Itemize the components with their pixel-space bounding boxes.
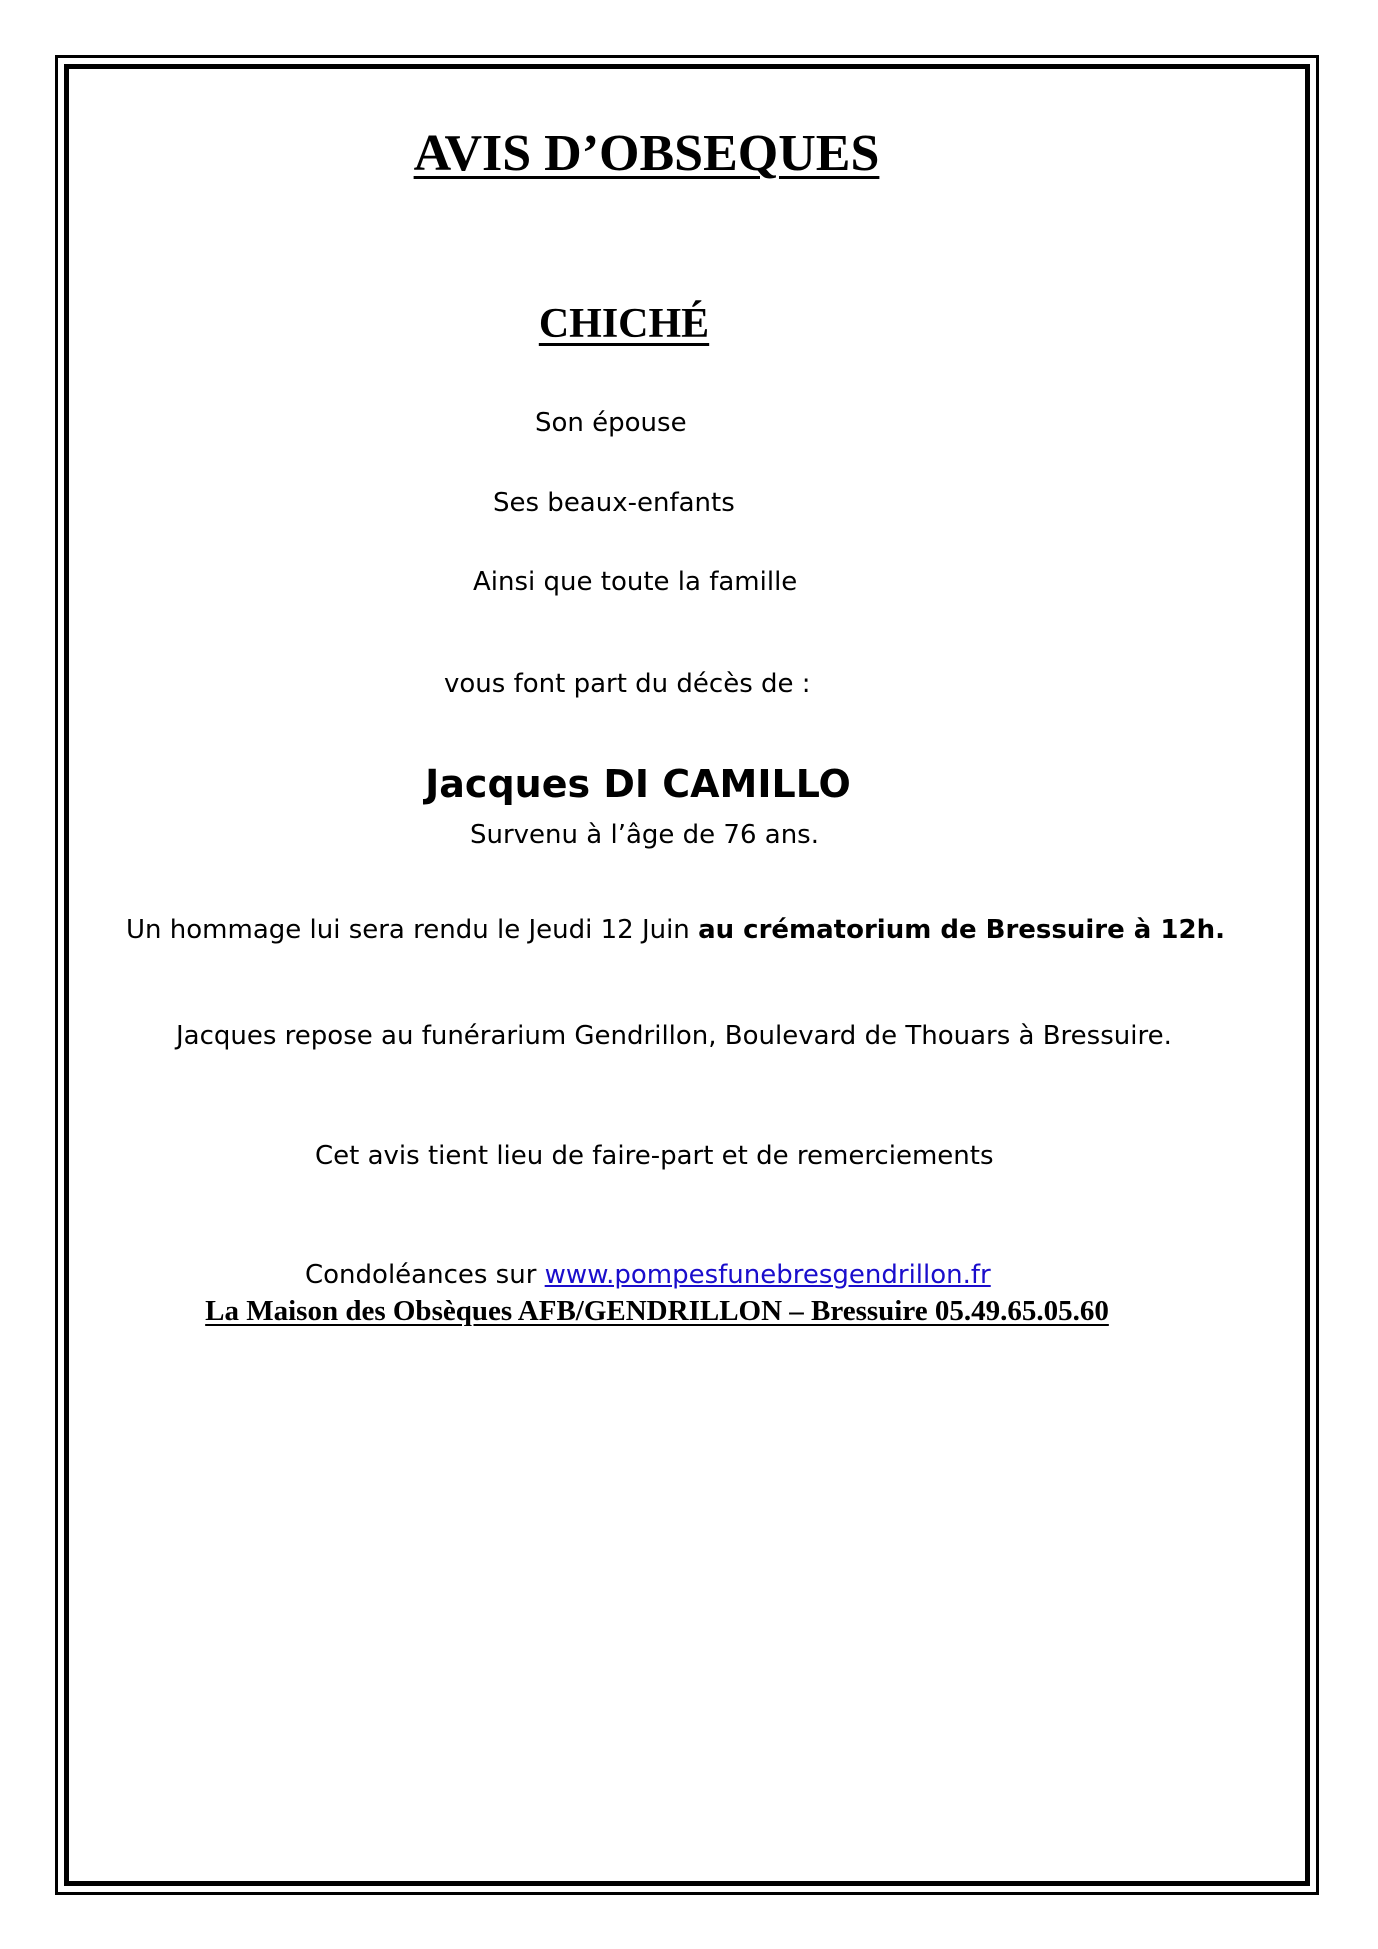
tribute-line — [126, 917, 1225, 943]
family-stepchildren: Ses beaux-enfants — [493, 488, 735, 518]
tribute-prefix: Un hommage lui sera rendu le Jeudi 12 Juin — [126, 915, 699, 945]
place-heading: CHICHÉ — [538, 301, 710, 347]
age-line: Survenu à l’âge de 76 ans. — [470, 820, 819, 850]
funeral-home-footer: La Maison des Obsèques AFB/GENDRILLON – Bressuire 05.49.65.05.60 — [205, 1295, 1109, 1327]
notice-line: Cet avis tient lieu de faire-part et de remerciements — [315, 1141, 994, 1171]
deceased-name: Jacques DI CAMILLO — [425, 762, 851, 806]
rest-line: Jacques repose au funérarium Gendrillon, Boulevard de Thouars à Bressuire. — [176, 1021, 1172, 1051]
condolences-line — [305, 1262, 991, 1288]
tribute-location: au crématorium de Bressuire à 12h. — [698, 915, 1225, 945]
announce-line: vous font part du décès de : — [444, 669, 811, 699]
family-others: Ainsi que toute la famille — [473, 567, 798, 597]
condolences-prefix: Condoléances sur — [305, 1260, 545, 1290]
website-link[interactable]: www.pompesfunebresgendrillon.fr — [544, 1260, 991, 1290]
notice-title: AVIS D’OBSEQUES — [413, 125, 880, 182]
family-spouse: Son épouse — [535, 408, 687, 438]
